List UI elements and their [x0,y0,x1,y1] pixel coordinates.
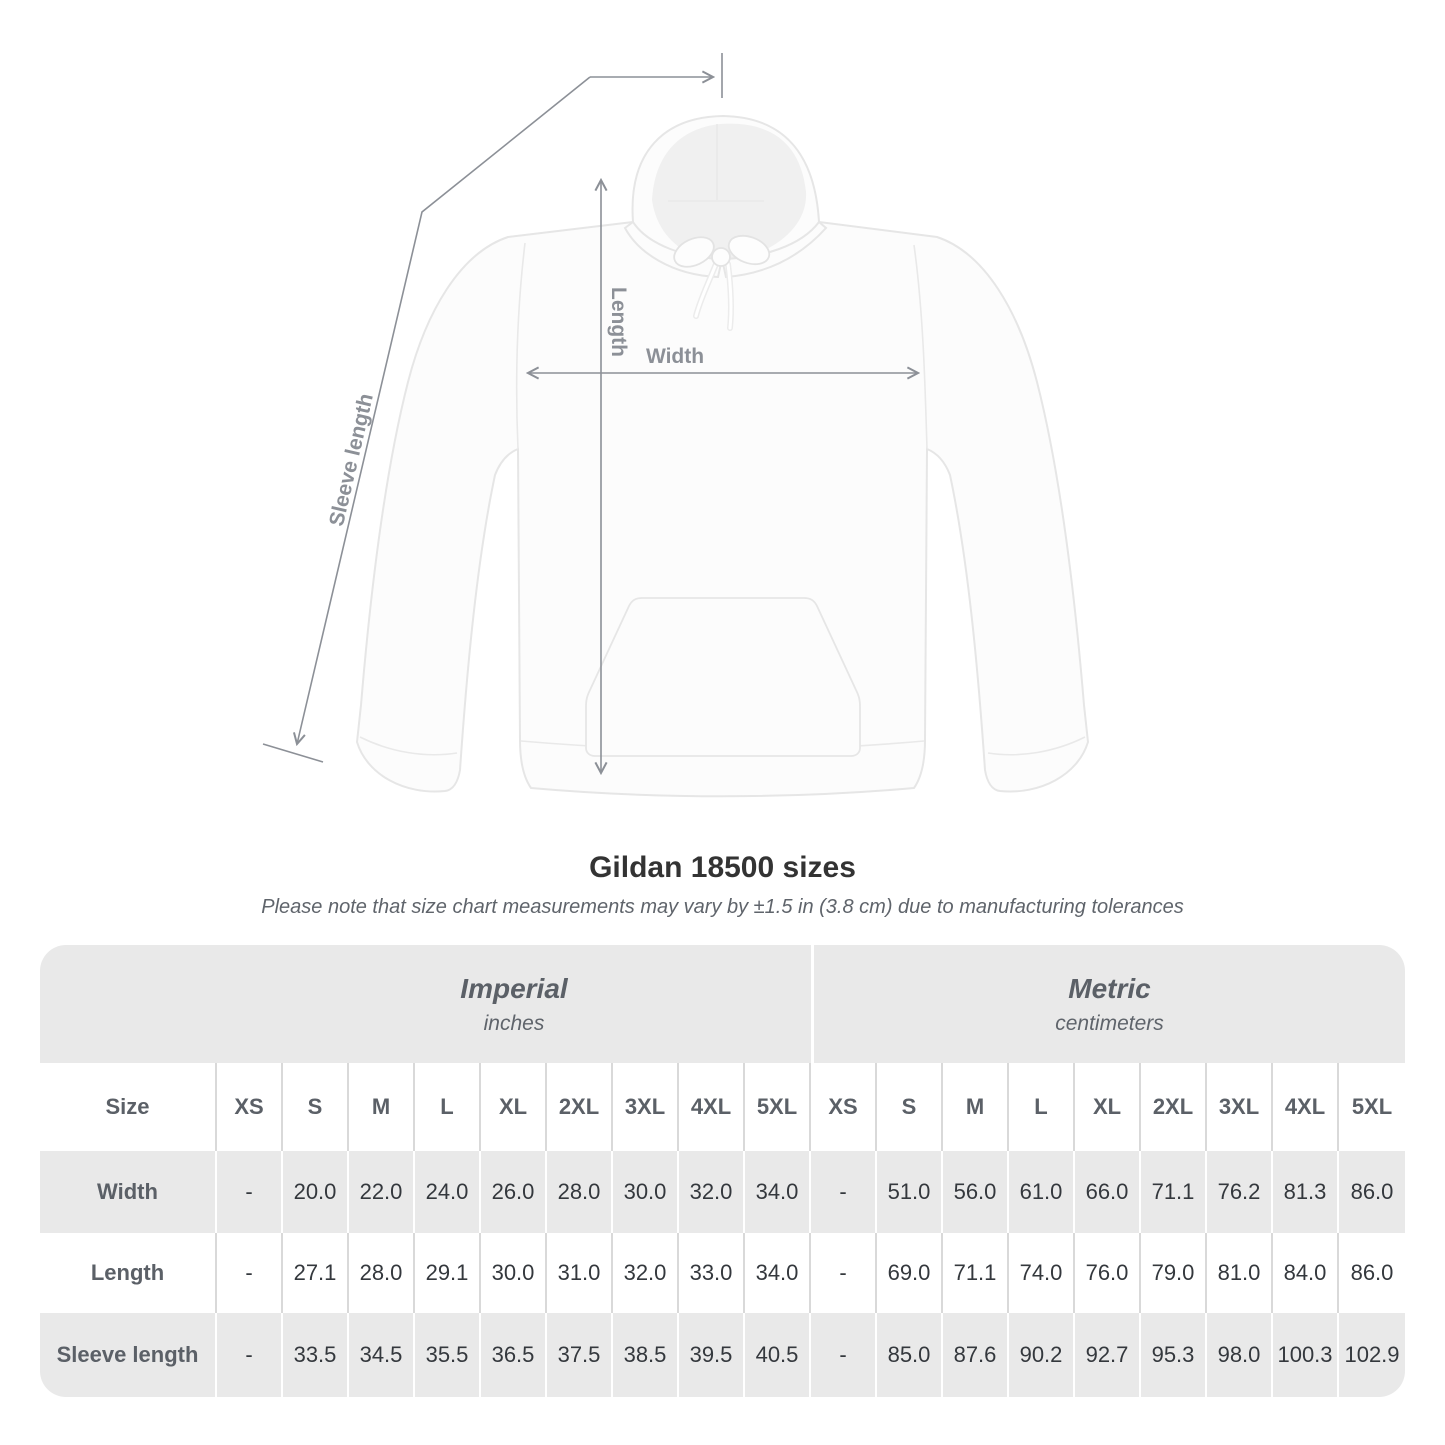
value-cell: 37.5 [547,1313,613,1397]
metric-section-header [811,945,1405,1063]
page-title: Gildan 18500 sizes [589,851,856,884]
value-cell: 24.0 [415,1151,481,1233]
size-corner-label: Size [40,1063,217,1151]
value-cell: 34.5 [349,1313,415,1397]
sleeve-end-tick [263,744,323,762]
size-col-header: 2XL [547,1063,613,1151]
size-col-header: 4XL [679,1063,745,1151]
value-cell: 71.1 [943,1233,1009,1313]
value-cell: 36.5 [481,1313,547,1397]
width-row [40,1151,1405,1233]
value-cell: 30.0 [481,1233,547,1313]
value-cell: 35.5 [415,1313,481,1397]
value-cell: 87.6 [943,1313,1009,1397]
value-cell: 76.0 [1075,1233,1141,1313]
value-cell: 38.5 [613,1313,679,1397]
size-col-header: 3XL [613,1063,679,1151]
size-col-header: XS [217,1063,283,1151]
value-cell: 22.0 [349,1151,415,1233]
width-measure-label: Width [645,345,705,368]
value-cell: 61.0 [1009,1151,1075,1233]
imperial-unit: inches [483,1011,545,1035]
value-cell: 32.0 [679,1151,745,1233]
value-cell: 40.5 [745,1313,811,1397]
sleeve-length-row [40,1313,1405,1397]
value-cell: 30.0 [613,1151,679,1233]
value-cell: - [811,1313,877,1397]
metric-title: Metric [1068,972,1151,1004]
row-label: Width [40,1151,217,1233]
size-col-header: 3XL [1207,1063,1273,1151]
size-col-header: L [415,1063,481,1151]
value-cell: 39.5 [679,1313,745,1397]
value-cell: - [217,1313,283,1397]
value-cell: 20.0 [283,1151,349,1233]
size-col-header: 4XL [1273,1063,1339,1151]
size-col-header: M [943,1063,1009,1151]
value-cell: 69.0 [877,1233,943,1313]
value-cell: 71.1 [1141,1151,1207,1233]
value-cell: 27.1 [283,1233,349,1313]
band-spacer [40,945,217,1063]
value-cell: 81.3 [1273,1151,1339,1233]
value-cell: 28.0 [349,1233,415,1313]
value-cell: 29.1 [415,1233,481,1313]
value-cell: 33.0 [679,1233,745,1313]
size-header-row [40,1063,1405,1151]
size-col-header: L [1009,1063,1075,1151]
value-cell: 98.0 [1207,1313,1273,1397]
size-table [40,945,1405,1397]
size-col-header: XL [1075,1063,1141,1151]
value-cell: - [217,1151,283,1233]
row-label: Length [40,1233,217,1313]
value-cell: 92.7 [1075,1313,1141,1397]
kangaroo-pocket [586,598,860,756]
metric-unit: centimeters [1055,1011,1164,1035]
value-cell: 34.0 [745,1151,811,1233]
value-cell: 28.0 [547,1151,613,1233]
value-cell: 90.2 [1009,1313,1075,1397]
value-cell: 66.0 [1075,1151,1141,1233]
value-cell: 79.0 [1141,1233,1207,1313]
size-col-header: 5XL [1351,1094,1393,1119]
value-cell: 26.0 [481,1151,547,1233]
value-cell: 100.3 [1273,1313,1339,1397]
value-cell: 95.3 [1141,1313,1207,1397]
value-cell: 32.0 [613,1233,679,1313]
value-cell: 84.0 [1273,1233,1339,1313]
sleeve-length-measure-label: Sleeve length [325,391,378,529]
tolerance-note: Please note that size chart measurements may vary by ±1.5 in (3.8 cm) due to manufacturing tolerances [261,896,1184,918]
value-cell: - [217,1233,283,1313]
size-col-header: M [349,1063,415,1151]
row-label: Sleeve length [40,1313,217,1397]
value-cell: 86.0 [1350,1260,1394,1285]
value-cell: - [811,1151,877,1233]
size-col-header: XS [811,1063,877,1151]
imperial-title: Imperial [460,972,568,1004]
unit-header-band [40,945,1405,1063]
value-cell: - [811,1233,877,1313]
value-cell: 34.0 [745,1233,811,1313]
size-col-header: 2XL [1141,1063,1207,1151]
value-cell: 85.0 [877,1313,943,1397]
value-cell: 33.5 [283,1313,349,1397]
length-measure-label: Length [607,287,630,357]
size-col-header: S [283,1063,349,1151]
value-cell: 76.2 [1207,1151,1273,1233]
length-row [40,1233,1405,1313]
imperial-section-header [217,945,811,1063]
value-cell: 74.0 [1009,1233,1075,1313]
size-col-header: S [877,1063,943,1151]
value-cell: 81.0 [1207,1233,1273,1313]
value-cell: 86.0 [1350,1179,1394,1204]
size-col-header: 5XL [745,1063,811,1151]
value-cell: 102.9 [1344,1342,1400,1367]
value-cell: 56.0 [943,1151,1009,1233]
value-cell: 51.0 [877,1151,943,1233]
value-cell: 31.0 [547,1233,613,1313]
size-col-header: XL [481,1063,547,1151]
